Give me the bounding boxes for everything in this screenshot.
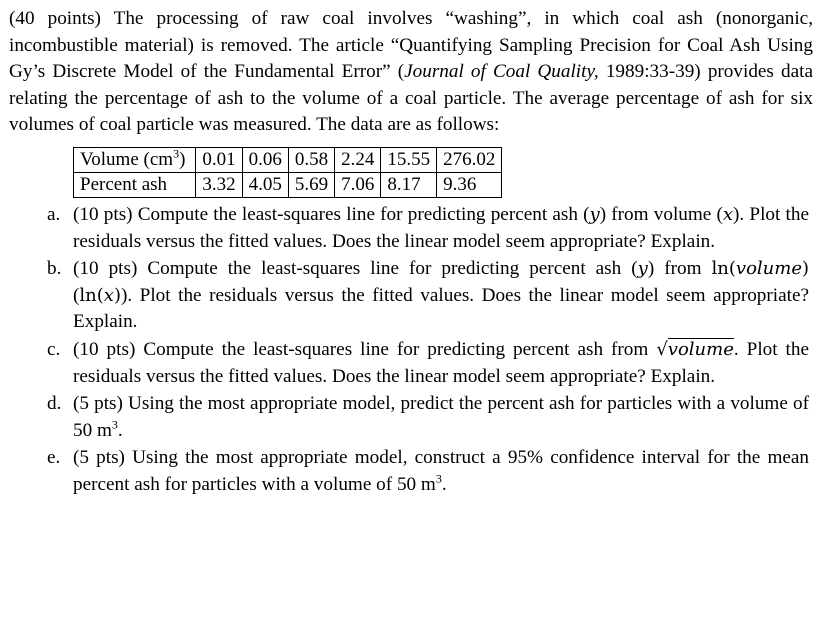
volume-row xyxy=(74,147,502,172)
math-var: x xyxy=(722,203,734,225)
question-text: ) from xyxy=(647,258,712,280)
sqrt-symbol: √ xyxy=(656,338,668,360)
question-text: . xyxy=(441,473,447,495)
percent-cell: 9.36 xyxy=(437,172,502,197)
percent-cell: 4.05 xyxy=(242,172,288,197)
volume-cell: 0.01 xyxy=(196,147,242,172)
question-text: . xyxy=(117,419,123,441)
question-text: ). Plot the residuals versus the fitted values. Does the linear model seem appropriate? Explain. xyxy=(73,203,809,252)
math-fn: ln xyxy=(79,284,97,306)
question-text: (10 pts) Compute the least-squares line for predicting percent ash ( xyxy=(73,203,590,225)
data-table xyxy=(73,147,502,198)
volume-header-sup: 3 xyxy=(173,146,180,161)
math-var: y xyxy=(637,258,648,280)
question-marker: d. xyxy=(47,393,62,415)
problem-intro xyxy=(9,6,813,139)
question-b xyxy=(9,256,813,336)
math-paren: ) xyxy=(801,258,810,280)
question-c xyxy=(9,337,813,390)
volume-cell: 2.24 xyxy=(335,147,381,172)
volume-header xyxy=(74,147,196,172)
question-text: ( xyxy=(73,284,80,306)
percent-cell: 5.69 xyxy=(288,172,334,197)
question-marker: e. xyxy=(47,447,61,469)
question-text: ) from volume ( xyxy=(599,203,723,225)
question-text: (10 pts) Compute the least-squares line for predicting percent ash from xyxy=(73,338,657,360)
question-marker: b. xyxy=(47,258,62,280)
percent-cell: 3.32 xyxy=(196,172,242,197)
question-d xyxy=(9,391,813,444)
volume-cell: 0.06 xyxy=(242,147,288,172)
percent-cell: 8.17 xyxy=(381,172,437,197)
question-text: ). Plot the residuals versus the fitted values. Does the linear model seem appropriate? Explain. xyxy=(73,284,809,333)
percent-header: Percent ash xyxy=(74,172,196,197)
question-e xyxy=(9,445,813,498)
percent-row xyxy=(74,172,502,197)
question-list xyxy=(9,202,813,499)
volume-cell: 276.02 xyxy=(437,147,502,172)
intro-text-1: (40 points) The processing of raw coal involves “washing”, in which coal ash (nonorganic, incombustible material) is removed. The article “Quantifying Sampling Precision for Coal Ash Using Gy’s Discrete Model of the Fundamental Error” ( xyxy=(9,8,813,83)
question-marker: c. xyxy=(47,338,61,360)
volume-cell: 0.58 xyxy=(288,147,334,172)
superscript: 3 xyxy=(111,417,118,432)
math-fn: ln xyxy=(711,258,729,280)
journal-name: Journal of Coal Quality, xyxy=(404,61,599,83)
question-text: (5 pts) Using the most appropriate model, construct a 95% confidence interval for the mean percent ash for particles with a volume of 50 m xyxy=(73,447,809,495)
question-a xyxy=(9,202,813,255)
math-var: volume xyxy=(667,338,734,360)
question-marker: a. xyxy=(47,203,61,225)
volume-header-label: Volume (cm xyxy=(80,148,174,170)
math-paren: ( xyxy=(728,258,736,280)
question-text: (5 pts) Using the most appropriate model, predict the percent ash for particles with a volume of 50 m xyxy=(73,393,809,441)
math-var: y xyxy=(589,203,600,225)
intro-text-2: 1989:33-39) provides data relating the percentage of ash to the volume of a coal particle. The average percentage of ash for six volumes of coal particle was measured. The data are as follows: xyxy=(9,61,813,136)
math-paren: ) xyxy=(113,284,121,306)
question-text: . Plot the residuals versus the fitted values. Does the linear model seem appropriate? Explain. xyxy=(73,338,810,387)
superscript: 3 xyxy=(435,471,442,486)
math-var: x xyxy=(103,284,114,306)
math-var: volume xyxy=(735,258,802,280)
percent-cell: 7.06 xyxy=(335,172,381,197)
question-text: (10 pts) Compute the least-squares line for predicting percent ash ( xyxy=(73,258,638,280)
volume-cell: 15.55 xyxy=(381,147,437,172)
math-paren: ( xyxy=(96,284,104,306)
volume-header-close: ) xyxy=(179,148,186,170)
